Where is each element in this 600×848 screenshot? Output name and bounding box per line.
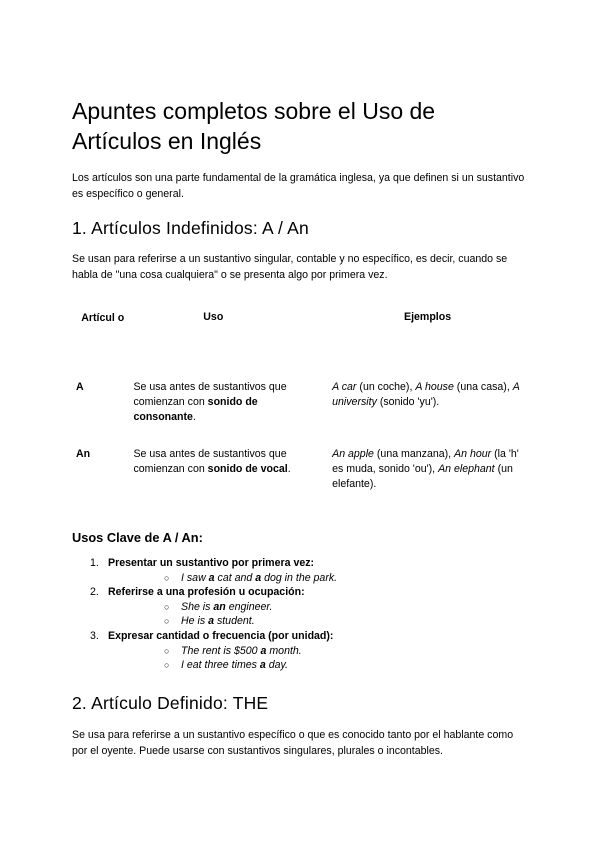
section2-heading: 2. Artículo Definido: THE (72, 693, 269, 713)
example-item: ○ I eat three times a day. (164, 659, 288, 672)
bullet-circle-icon: ○ (164, 601, 170, 612)
header-articulo: Artícul o (81, 312, 125, 324)
example-gloss: (una casa), (453, 381, 513, 393)
uso-bold: sonido de vocal (207, 463, 288, 475)
bullet-circle-icon: ○ (164, 645, 170, 656)
table-row (72, 368, 528, 447)
table-header-row (72, 305, 528, 368)
list-number: 2. (90, 586, 99, 599)
example-word: An apple (332, 448, 374, 460)
example-gloss: (sonido 'yu'). (376, 396, 440, 408)
list-number: 3. (90, 629, 99, 642)
bullet-circle-icon: ○ (164, 660, 170, 671)
bullet-circle-icon: ○ (164, 616, 170, 627)
list-number: 1. (90, 557, 99, 569)
uso-text: Se usa antes de sustantivos que comienzan con (133, 448, 287, 475)
example-item: ○ I saw a cat and a dog in the park. (164, 571, 338, 584)
example-word: An hour (454, 448, 492, 460)
uso-text: Se usa antes de sustantivos que comienzan con (133, 381, 287, 408)
section1-heading: 1. Artículos Indefinidos: A / An (72, 218, 309, 238)
uso-cell (129, 368, 327, 447)
uso-bold: sonido de consonante (133, 396, 258, 423)
ejemplos-cell (327, 447, 528, 492)
articles-table (72, 305, 528, 492)
example-list (108, 644, 528, 673)
uso-suffix: . (287, 463, 291, 475)
example-word: A house (415, 381, 454, 393)
ejemplos-cell (327, 368, 528, 447)
article-cell: An (76, 448, 91, 460)
example-gloss: (un elefante). (332, 463, 513, 490)
example-word: A car (332, 381, 357, 393)
example-gloss: (un coche), (356, 381, 416, 393)
example-item: ○ She is an engineer. (164, 600, 273, 613)
header-ejemplos: Ejemplos (404, 311, 452, 323)
section1-paragraph: Se usan para referirse a un sustantivo singular, contable y no específico, es decir, cuando se habla de "una cosa cualquiera" o se presenta algo por primera vez. (72, 253, 508, 281)
table-row (72, 447, 528, 492)
bullet-circle-icon: ○ (164, 572, 170, 583)
example-gloss: (una manzana), (373, 448, 455, 460)
example-gloss: (la 'h' es muda, sonido 'ou'), (332, 448, 519, 475)
list-item-title: Expresar cantidad o frecuencia (por unidad): (108, 629, 334, 642)
article-cell: A (76, 381, 84, 393)
usos-list (72, 556, 528, 673)
example-word: An elephant (438, 463, 495, 475)
example-item: ○ He is a student. (164, 615, 255, 628)
list-item (72, 585, 528, 629)
list-item-title: Presentar un sustantivo por primera vez: (108, 557, 315, 569)
document-title: Apuntes completos sobre el Uso de Artículos en Inglés (72, 98, 436, 154)
usos-heading: Usos Clave de A / An: (72, 530, 203, 545)
uso-suffix: . (192, 411, 196, 423)
section2-paragraph: Se usa para referirse a un sustantivo específico o que es conocido tanto por el hablante como por el oyente. Puede usarse con sustantivos singulares, plurales o incontables. (72, 729, 514, 757)
list-item (72, 629, 528, 673)
list-item-title: Referirse a una profesión u ocupación: (108, 586, 305, 599)
intro-paragraph: Los artículos son una parte fundamental de la gramática inglesa, ya que definen si un sustantivo es específico o general. (72, 172, 525, 200)
example-list (108, 600, 528, 629)
example-list (108, 571, 528, 586)
header-uso: Uso (203, 311, 224, 323)
uso-cell (129, 447, 327, 492)
example-word: A university (332, 381, 520, 408)
list-item (72, 556, 528, 585)
example-item: ○ The rent is $500 a month. (164, 644, 302, 657)
